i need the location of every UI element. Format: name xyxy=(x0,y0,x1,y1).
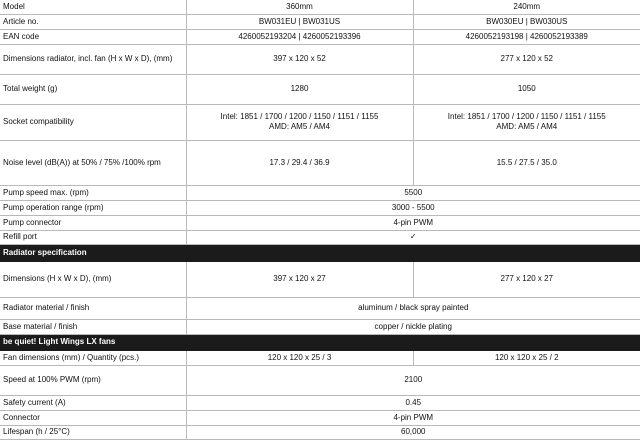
spec-label: Noise level (dB(A)) at 50% / 75% /100% rpm xyxy=(0,140,186,185)
spec-row xyxy=(0,350,640,365)
spec-label: Pump speed max. (rpm) xyxy=(0,185,186,200)
spec-value-240: BW030EU | BW030US xyxy=(413,14,640,29)
spec-value-360: 120 x 120 x 25 / 3 xyxy=(186,350,413,365)
model-header-row xyxy=(0,0,640,14)
spec-value-240: Intel: 1851 / 1700 / 1200 / 1150 / 1151 / 1155 AMD: AM5 / AM4 xyxy=(413,104,640,140)
spec-value-shared: copper / nickle plating xyxy=(186,319,640,334)
spec-label: Speed at 100% PWM (rpm) xyxy=(0,365,186,395)
spec-row xyxy=(0,395,640,410)
spec-value-360: 360mm xyxy=(186,0,413,14)
spec-value-shared: 5500 xyxy=(186,185,640,200)
spec-value-360: 397 x 120 x 52 xyxy=(186,44,413,74)
spec-row xyxy=(0,319,640,334)
spec-row xyxy=(0,29,640,44)
spec-row xyxy=(0,297,640,319)
spec-label: Lifespan (h / 25°C) xyxy=(0,425,186,439)
spec-value-shared: 0.45 xyxy=(186,395,640,410)
spec-value-240: 277 x 120 x 27 xyxy=(413,261,640,297)
spec-label: Safety current (A) xyxy=(0,395,186,410)
checkmark-icon: ✓ xyxy=(186,230,640,244)
spec-value-360: 397 x 120 x 27 xyxy=(186,261,413,297)
spec-row xyxy=(0,14,640,29)
spec-row xyxy=(0,140,640,185)
spec-value-shared: 3000 - 5500 xyxy=(186,200,640,215)
spec-label: Radiator material / finish xyxy=(0,297,186,319)
spec-row xyxy=(0,215,640,230)
spec-row xyxy=(0,410,640,425)
spec-label: Pump connector xyxy=(0,215,186,230)
section-header xyxy=(0,334,640,350)
spec-row xyxy=(0,230,640,244)
spec-label: Connector xyxy=(0,410,186,425)
spec-label: Refill port xyxy=(0,230,186,244)
spec-row xyxy=(0,200,640,215)
spec-label: EAN code xyxy=(0,29,186,44)
spec-value-240: 15.5 / 27.5 / 35.0 xyxy=(413,140,640,185)
spec-row xyxy=(0,365,640,395)
spec-value-240: 1050 xyxy=(413,74,640,104)
spec-value-shared: 2100 xyxy=(186,365,640,395)
section-title: be quiet! Light Wings LX fans xyxy=(0,334,640,350)
spec-value-240: 120 x 120 x 25 / 2 xyxy=(413,350,640,365)
spec-row xyxy=(0,261,640,297)
spec-value-360: BW031EU | BW031US xyxy=(186,14,413,29)
spec-label: Dimensions radiator, incl. fan (H x W x D), (mm) xyxy=(0,44,186,74)
spec-label: Socket compatibility xyxy=(0,104,186,140)
spec-value-360: 1280 xyxy=(186,74,413,104)
spec-label: Fan dimensions (mm) / Quantity (pcs.) xyxy=(0,350,186,365)
spec-label: Base material / finish xyxy=(0,319,186,334)
spec-value-360: 17.3 / 29.4 / 36.9 xyxy=(186,140,413,185)
spec-label: Total weight (g) xyxy=(0,74,186,104)
spec-label: Pump operation range (rpm) xyxy=(0,200,186,215)
spec-value-shared: aluminum / black spray painted xyxy=(186,297,640,319)
model-label: Model xyxy=(0,0,186,14)
spec-value-shared: 4-pin PWM xyxy=(186,215,640,230)
spec-row xyxy=(0,44,640,74)
section-title: Radiator specification xyxy=(0,244,640,261)
spec-value-shared: 60,000 xyxy=(186,425,640,439)
spec-label: Article no. xyxy=(0,14,186,29)
spec-row xyxy=(0,74,640,104)
spec-value-360: Intel: 1851 / 1700 / 1200 / 1150 / 1151 / 1155 AMD: AM5 / AM4 xyxy=(186,104,413,140)
spec-row xyxy=(0,185,640,200)
spec-value-240: 277 x 120 x 52 xyxy=(413,44,640,74)
spec-value-240: 240mm xyxy=(413,0,640,14)
spec-row xyxy=(0,104,640,140)
section-header xyxy=(0,244,640,261)
spec-value-shared: 4-pin PWM xyxy=(186,410,640,425)
spec-label: Dimensions (H x W x D), (mm) xyxy=(0,261,186,297)
spec-value-360: 4260052193204 | 4260052193396 xyxy=(186,29,413,44)
spec-value-240: 4260052193198 | 4260052193389 xyxy=(413,29,640,44)
